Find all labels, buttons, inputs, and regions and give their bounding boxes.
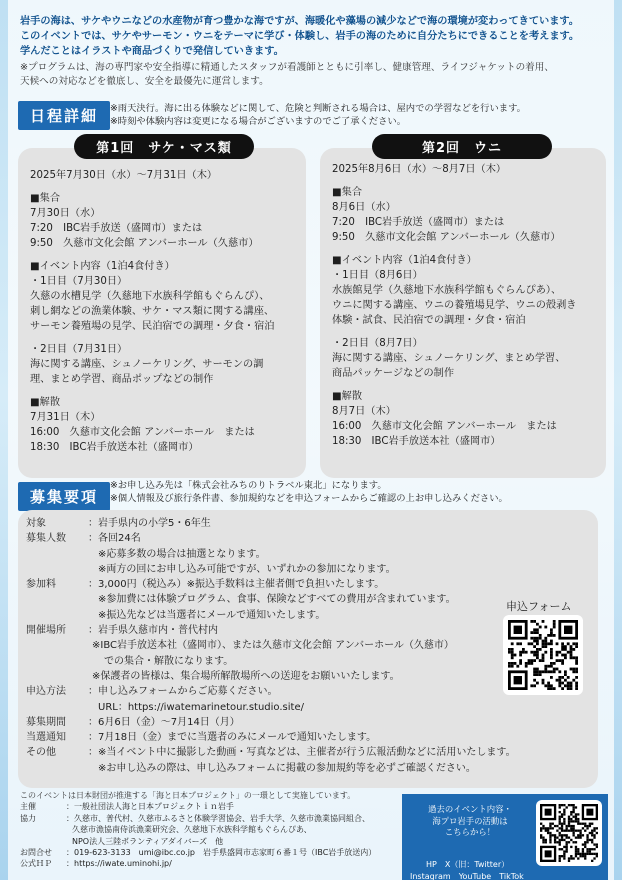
apply-form-label: 申込フォーム (506, 600, 572, 613)
session-2-card (320, 148, 606, 478)
schedule-note-2: ※時刻や体験内容は変更になる場合がございますのでご了承ください。 (110, 116, 406, 127)
schedule-notes (110, 102, 526, 128)
hp-link[interactable]: ：https://iwate.uminohi.jp/ (66, 859, 172, 869)
coop-value: NPO法人三陸ボランティアダイバーズ 他 (72, 836, 224, 846)
session-2-end-heading: ■解散 (332, 391, 363, 402)
session-2-meet-heading: ■集合 (332, 187, 363, 198)
session-1-meet-time-2: 9:50 久慈市文化会館 アンバーホール（久慈市） (30, 238, 259, 249)
intro-note (20, 61, 608, 89)
fee-note: ※振込先などは当選者にメールで通知いたします。 (98, 609, 326, 621)
place-note: ※保護者の皆様は、集合場所解散場所への送迎をお願いいたします。 (92, 670, 400, 682)
hp-row (20, 858, 400, 869)
target-value: ：岩手県内の小学5・6年生 (88, 518, 211, 529)
session-1-end-heading: ■解散 (30, 397, 61, 408)
intro-line-1: 岩手の海は、サケやウニなどの水産物が育つ豊かな海ですが、海暖化や藻場の減少などで海の環境が変わってきています。 (20, 16, 579, 27)
fee-note: ※参加費には体験プログラム、食事、保険などすべての費用が含まれています。 (98, 594, 456, 606)
sns-qr-code[interactable] (536, 800, 602, 866)
session-1-end-time-1: 16:00 久慈市文化会館 アンバーホール または (30, 427, 255, 438)
fee-value: ：3,000円（税込み）※振込手数料は主催者側で負担いたします。 (88, 579, 385, 591)
host-value: ：一般社団法人海と日本プロジェクトｉｎ岩手 (66, 802, 234, 812)
session-2-period: 2025年8月6日（水）〜8月7日（木） (332, 164, 507, 175)
coop-label: 協力 (20, 813, 36, 823)
intro-section (20, 14, 608, 89)
session-2-day2-line: 商品パッケージなどの制作 (332, 368, 455, 379)
session-2-day2-line: 海に関する講座、シュノーケリング、まとめ学習、 (332, 353, 566, 364)
coop-value: ：久慈市、普代村、久慈市ふるさと体験学習協会、岩手大学、久慈市漁業協同組合、 (66, 813, 370, 823)
sns-links (410, 859, 524, 880)
notice-label: 当選通知 (26, 732, 66, 744)
footer-credits (20, 790, 400, 870)
schedule-heading: 日程詳細 (18, 101, 110, 130)
count-value: ：各回24名 (88, 533, 141, 545)
count-row (26, 531, 598, 546)
intro-note-line-2: 天候への対応などを徹底し、安全を最優先に運営します。 (20, 76, 269, 87)
intro-note-line-1: ※プログラムは、海の専門家や安全指導に精通したスタッフが看護師とともに引率し、健康管理、ライフジャケットの着用、 (20, 62, 554, 73)
session-2-end-time-1: 16:00 久慈市文化会館 アンバーホール または (332, 421, 557, 432)
session-1-card (18, 148, 306, 478)
target-label: 対象 (26, 518, 46, 529)
session-1-event (30, 259, 294, 387)
place-note: ※IBC岩手放送本社（盛岡市）、または久慈市文化会館 アンバーホール（久慈市） (92, 640, 454, 652)
fee-label: 参加料 (26, 579, 56, 591)
session-2-end-date: 8月7日（木） (332, 406, 396, 417)
target-row (26, 516, 598, 531)
session-1-day2-heading: ・2日目（7月31日） (30, 344, 128, 355)
other-row (26, 745, 598, 760)
apply-form-qr-code[interactable] (503, 615, 583, 695)
session-2-day1-line: 体験・試食、民泊宿での調理・夕食・宿泊 (332, 315, 526, 326)
session-1-day1-line: サーモン養殖場の見学、民泊宿での調理・夕食・宿泊 (30, 321, 275, 332)
session-2-end (332, 389, 594, 449)
session-1-end (30, 395, 294, 455)
session-2-day1-line: 水族館見学（久慈地下水族科学館もぐらんぴあ）、 (332, 285, 562, 296)
recruit-notes (110, 479, 508, 505)
method-label: 申込方法 (26, 686, 66, 698)
session-2-end-time-2: 18:30 IBC岩手放送本社（盛岡市） (332, 436, 501, 447)
session-1-meet (30, 191, 294, 251)
contact-label: お問合せ (20, 848, 52, 858)
session-1-day2-line: 理、まとめ学習、商品ポップなどの制作 (30, 374, 214, 385)
session-2-meet-date: 8月6日（水） (332, 202, 396, 213)
count-note: ※両方の回にお申し込み可能ですが、いずれかの参加になります。 (98, 563, 396, 575)
count-note: ※応募多数の場合は抽選となります。 (98, 548, 266, 560)
sns-media-links[interactable]: Instagram YouTube TikTok (410, 871, 524, 880)
apply-url[interactable]: URL：https://iwatemarinetour.studio.site/ (98, 701, 304, 713)
period-row (26, 715, 598, 730)
method-value: ：申し込みフォームからご応募ください。 (88, 686, 278, 698)
other-value: ：※当イベント中に撮影した動画・写真などは、主催者が行う広報活動などに活用いたします。 (88, 747, 516, 759)
coop-value: 久慈市漁協南侍浜漁業研究会、久慈地下水族科学館もぐらんぴあ、 (72, 825, 312, 835)
notice-row (26, 730, 598, 745)
host-row (20, 801, 400, 812)
other-note: ※お申し込みの際は、申し込みフォームに掲載の参加規約等を必ずご確認ください。 (98, 762, 476, 774)
footer-lead: このイベントは日本財団が推進する「海と日本プロジェクト」の一環として実施しています。 (20, 791, 356, 800)
recruit-heading: 募集要項 (18, 482, 110, 511)
count-label: 募集人数 (26, 533, 66, 545)
session-2-day1-line: ウニに関する講座、ウニの養殖場見学、ウニの殻剥き (332, 300, 577, 311)
schedule-note-1: ※雨天決行。海に出る体験などに関して、危険と判断される場合は、屋内での学習などを行います。 (110, 103, 526, 114)
session-2-day1-heading: ・1日目（8月6日） (332, 270, 423, 281)
session-1-period: 2025年7月30日（水）〜7月31日（木） (30, 170, 218, 181)
session-1-day1-heading: ・1日目（7月30日） (30, 276, 128, 287)
session-2-day2-heading: ・2日目（8月7日） (332, 338, 423, 349)
sns-hp-x-links[interactable]: HP X（旧：Twitter） (426, 860, 510, 869)
session-1-meet-time-1: 7:20 IBC岩手放送（盛岡市）または (30, 223, 203, 234)
period-value: ：6月6日（金）〜7月14日（月） (88, 716, 240, 728)
place-label: 開催場所 (26, 625, 66, 637)
recruit-note-2: ※個人情報及び旅行条件書、参加規約などを申込フォームからご確認の上お申し込みください。 (110, 493, 508, 504)
session-1-end-time-2: 18:30 IBC岩手放送本社（盛岡市） (30, 442, 199, 453)
session-2-event (332, 253, 594, 381)
host-label: 主催 (20, 802, 36, 812)
period-label: 募集期間 (26, 716, 66, 728)
notice-value: ：7月18日（金）までに当選者のみにメールで通知いたします。 (88, 732, 377, 744)
sns-promo-text (414, 804, 526, 839)
session-1-title: 第1回 サケ・マス類 (74, 134, 254, 159)
session-1-event-heading: ■イベント内容（1泊4食付き） (30, 261, 175, 272)
other-label: その他 (26, 747, 56, 759)
sns-promo-line: 海プロ岩手の活動は (432, 815, 508, 826)
session-2-meet-time-2: 9:50 久慈市文化会館 アンバーホール（久慈市） (332, 232, 561, 243)
recruit-note-1: ※お申し込み先は「株式会社みちのりトラベル東北」になります。 (110, 480, 387, 491)
sns-promo-box (402, 794, 608, 880)
session-1-day1-line: 刺し網などの漁業体験、サケ・マス類に関する講座、 (30, 306, 275, 317)
session-2-title: 第2回 ウニ (372, 134, 552, 159)
session-2-meet-time-1: 7:20 IBC岩手放送（盛岡市）または (332, 217, 505, 228)
sns-promo-line: こちらから！ (444, 827, 496, 837)
session-1-meet-heading: ■集合 (30, 193, 61, 204)
place-note: での集合・解散になります。 (104, 655, 234, 667)
contact-value: ：019-623-3133 umi@ibc.co.jp 岩手県盛岡市志家町６番１号（IBC岩手放送内） (66, 848, 377, 858)
fee-row (26, 577, 598, 592)
session-1-meet-date: 7月30日（水） (30, 208, 101, 219)
session-1-day2-line: 海に関する講座、シュノーケリング、サーモンの調 (30, 359, 264, 370)
place-value: ：岩手県久慈市内・普代村内 (88, 625, 218, 637)
intro-line-2: このイベントでは、サケやサーモン・ウニをテーマに学び・体験し、岩手の海のために自分たちにできることを考えます。 (20, 31, 580, 42)
session-2-event-heading: ■イベント内容（1泊4食付き） (332, 255, 477, 266)
hp-label: 公式ＨＰ (20, 859, 52, 869)
session-1-day1-line: 久慈の水槽見学（久慈地下水族科学館もぐらんぴ）、 (30, 291, 270, 302)
contact-row (20, 847, 400, 858)
intro-line-3: 学んだことはイラストや商品づくりで発信していきます。 (20, 46, 284, 57)
session-2-meet (332, 185, 594, 245)
sns-promo-line: 過去のイベント内容・ (428, 804, 512, 814)
session-1-end-date: 7月31日（木） (30, 412, 101, 423)
coop-row (20, 813, 400, 824)
